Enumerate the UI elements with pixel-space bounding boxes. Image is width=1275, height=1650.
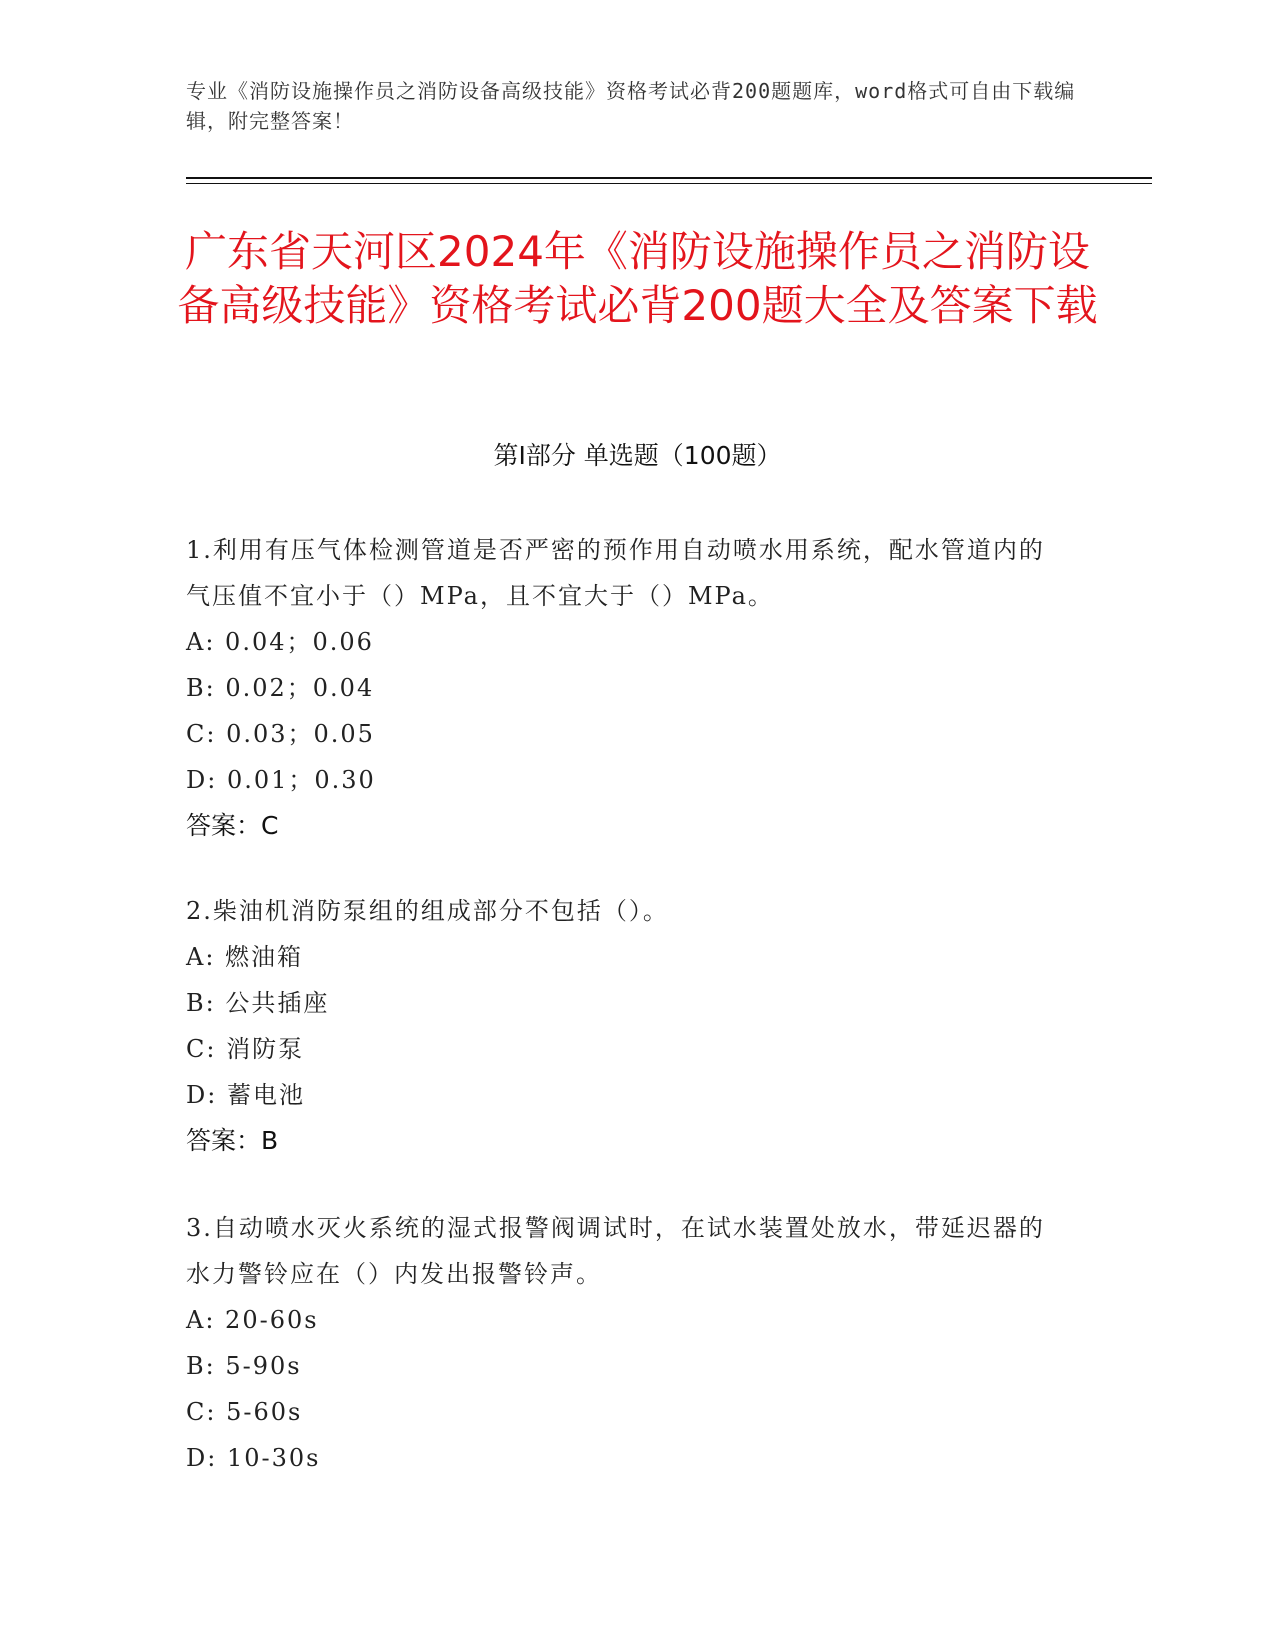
question-1 bbox=[186, 527, 1066, 849]
document-title: 广东省天河区2024年《消防设施操作员之消防设备高级技能》资格考试必背200题大全及答案下载 bbox=[177, 227, 1098, 330]
option-c: C: 5-60s bbox=[186, 1398, 303, 1426]
header-divider-thin bbox=[186, 183, 1152, 184]
question-stem: 1.利用有压气体检测管道是否严密的预作用自动喷水用系统，配水管道内的气压值不宜小于（）MPa，且不宜大于（）MPa。 bbox=[186, 536, 1045, 610]
option-a: A: 燃油箱 bbox=[186, 943, 304, 971]
option-d: D: 蓄电池 bbox=[186, 1081, 305, 1109]
section-heading: 第Ⅰ部分 单选题（100题） bbox=[493, 441, 782, 470]
option-a: A: 0.04；0.06 bbox=[186, 628, 374, 656]
header-note: 专业《消防设施操作员之消防设备高级技能》资格考试必背200题题库，word格式可自由下载编辑，附完整答案！ bbox=[186, 79, 1076, 133]
answer-line: 答案：C bbox=[186, 811, 279, 840]
option-d: D: 0.01；0.30 bbox=[186, 766, 376, 794]
option-c: C: 消防泵 bbox=[186, 1035, 305, 1063]
option-b: B: 5-90s bbox=[186, 1352, 302, 1380]
answer-line: 答案：B bbox=[186, 1126, 279, 1155]
question-2 bbox=[186, 888, 1066, 1164]
option-c: C: 0.03；0.05 bbox=[186, 720, 375, 748]
question-stem: 2.柴油机消防泵组的组成部分不包括（）。 bbox=[186, 897, 669, 925]
option-a: A: 20-60s bbox=[186, 1306, 319, 1334]
question-3 bbox=[186, 1205, 1066, 1481]
option-d: D: 10-30s bbox=[186, 1444, 321, 1472]
option-b: B: 公共插座 bbox=[186, 989, 330, 1017]
header-divider bbox=[186, 177, 1152, 179]
option-b: B: 0.02；0.04 bbox=[186, 674, 375, 702]
question-stem: 3.自动喷水灭火系统的湿式报警阀调试时，在试水装置处放水，带延迟器的水力警铃应在（）内发出报警铃声。 bbox=[186, 1214, 1045, 1288]
